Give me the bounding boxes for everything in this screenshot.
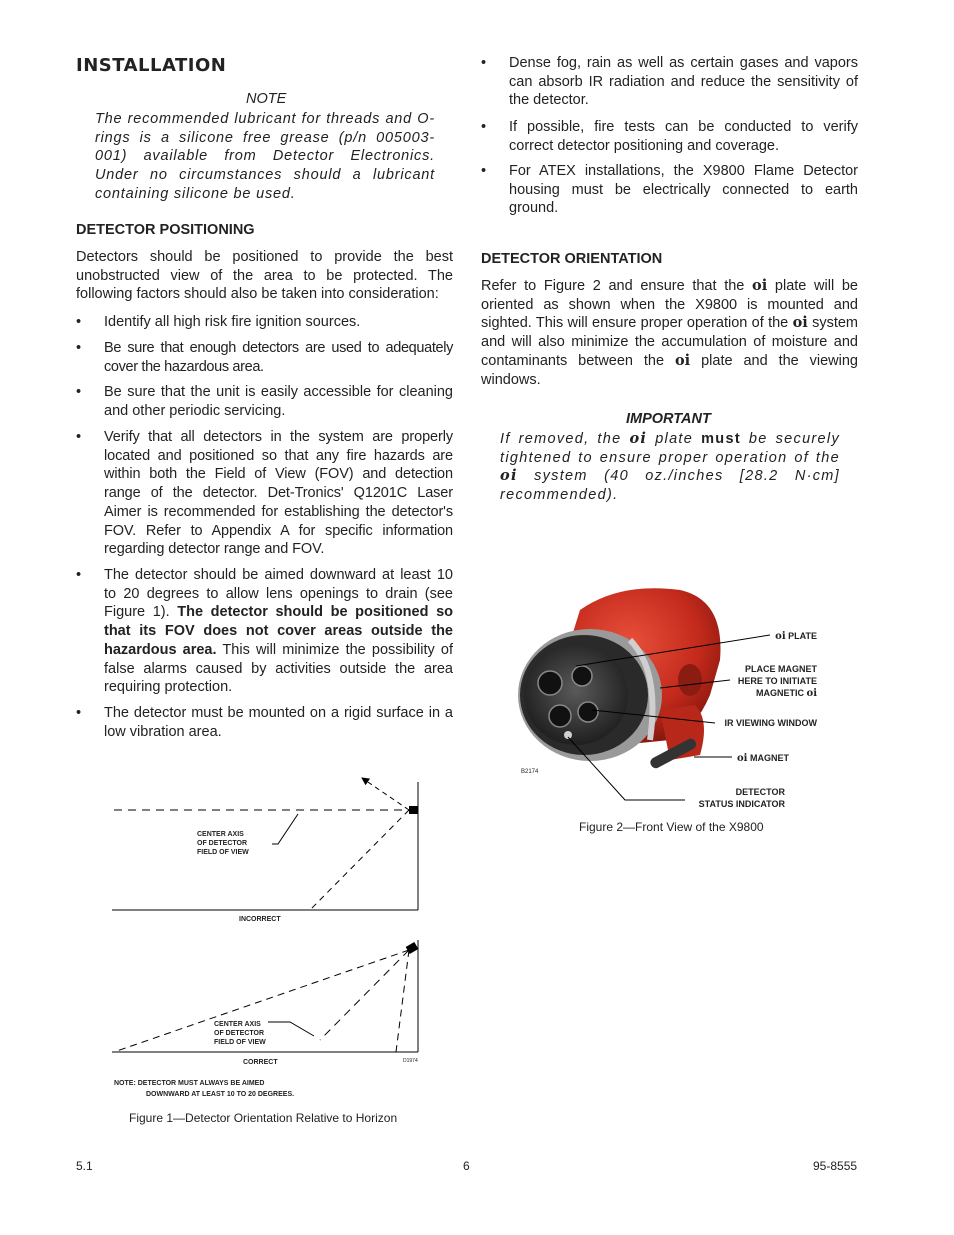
bullet-text: The detector must be mounted on a rigid surface in a low vibration area. xyxy=(104,705,453,740)
footer-section: 5.1 xyxy=(76,1159,93,1173)
list-item: • Verify that all detectors in the system are properly located and positioned so that any fire hazards are within both the Field of View (FOV) and detection range of the detector. Det-Tronics' Q1201C Laser Aimer is recommended for establishing the detector's FOV. Refer to Appendix A for specific information regarding detector range and FOV. xyxy=(76,429,453,558)
ir-viewing-window xyxy=(578,702,598,722)
fov-upper-edge xyxy=(362,778,409,810)
orientation-paragraph: Refer to Figure 2 and ensure that the oi plate will be oriented as shown when the X9800 is mounted and sighted. This will ensure proper operation of the oi system and will also minimize the accumulation of moisture and contaminants between the oi plate and the viewing windows. xyxy=(481,277,859,388)
important-body: If removed, the oi plate must be securely tightened to ensure proper operation of the oi system (40 oz./inches [28.2 N·cm] recommended). xyxy=(500,430,840,504)
viewing-window xyxy=(538,671,562,695)
oi-plate-label: oi PLATE xyxy=(775,631,817,642)
orientation-heading: DETECTOR ORIENTATION xyxy=(481,251,663,267)
list-item: • Be sure that enough detectors are used to adequately cover the hazardous area. xyxy=(76,340,453,375)
conduit-port xyxy=(678,664,702,696)
figure1-incorrect-label: INCORRECT xyxy=(239,916,281,923)
detector-icon xyxy=(406,942,419,954)
list-item: • Be sure that the unit is easily accessible for cleaning and other periodic servicing. xyxy=(76,384,453,419)
list-item: • The detector must be mounted on a rigid surface in a low vibration area. xyxy=(76,705,453,740)
axis-pointer xyxy=(272,814,298,844)
oi-logo: oi xyxy=(792,314,808,332)
figure1-axis-label: CENTER AXIS OF DETECTOR FIELD OF VIEW xyxy=(197,831,249,856)
figure1-caption: Figure 1—Detector Orientation Relative to Horizon xyxy=(129,1111,398,1125)
figure2-code: B2174 xyxy=(521,769,539,775)
oi-logo: oi xyxy=(674,351,691,369)
list-item: • Identify all high risk fire ignition sources. xyxy=(76,314,361,330)
viewing-window xyxy=(549,705,571,727)
bullet-bold-text: The detector should be positioned so that its FOV does not cover areas outside the hazardous area. xyxy=(104,604,453,658)
page-number: 6 xyxy=(463,1159,470,1173)
bullet-text: For ATEX installations, the X9800 Flame Detector housing must be electrically connected to earth ground. xyxy=(509,163,858,217)
figure1-code: D1974 xyxy=(403,1058,418,1064)
figure1-note: NOTE: DETECTOR MUST ALWAYS BE AIMED DOWNWARD AT LEAST 10 TO 20 DEGREES. xyxy=(114,1080,295,1098)
list-item: • For ATEX installations, the X9800 Flame Detector housing must be electrically connected to earth ground. xyxy=(481,163,858,217)
magnet-label: oi MAGNET xyxy=(737,753,789,764)
positioning-intro: Detectors should be positioned to provide the best unobstructed view of the area to be protected. The following factors should also be taken into consideration: xyxy=(76,249,453,303)
axis-pointer xyxy=(268,1022,314,1036)
bullet-text: If possible, fire tests can be conducted to verify correct detector positioning and coverage. xyxy=(509,119,858,154)
important-heading: IMPORTANT xyxy=(626,411,711,427)
figure1-axis-label: CENTER AXIS OF DETECTOR FIELD OF VIEW xyxy=(214,1021,266,1046)
fov-axis-line xyxy=(320,950,409,1040)
note-heading: NOTE xyxy=(246,91,287,107)
bullet-text: Be sure that enough detectors are used to adequately cover the hazardous area. xyxy=(104,340,453,375)
bullet-text: Dense fog, rain as well as certain gases and vapors can absorb IR radiation and reduce the sensitivity of the detector. xyxy=(509,55,858,109)
detector-icon xyxy=(409,806,418,814)
list-item: • If possible, fire tests can be conducted to verify correct detector positioning and coverage. xyxy=(481,119,858,154)
list-item: • Dense fog, rain as well as certain gases and vapors can absorb IR radiation and reduce the sensitivity of the detector. xyxy=(481,55,858,109)
status-indicator-label: DETECTOR STATUS INDICATOR xyxy=(698,787,785,809)
oi-logo: oi xyxy=(629,430,648,447)
fov-lower-edge xyxy=(396,950,409,1052)
bullet-text: The detector should be aimed downward at least 10 to 20 degrees to allow lens openings to drain (see Figure 1). xyxy=(104,567,453,621)
positioning-heading: DETECTOR POSITIONING xyxy=(76,222,255,238)
section-title: INSTALLATION xyxy=(76,55,227,76)
document-number: 95-8555 xyxy=(813,1159,858,1173)
bullet-text: Verify that all detectors in the system are properly located and positioned so that any fire hazards are within both the Field of View (FOV) and detection range of the detector. Det-Tronics' Q1201C Laser Aimer is recommended for establishing the detector's FOV. Refer to Appendix A for specific information regarding detector range and FOV. xyxy=(104,429,453,558)
figure2-caption: Figure 2—Front View of the X9800 xyxy=(579,820,764,834)
oi-logo: oi xyxy=(752,277,768,294)
viewing-window xyxy=(572,666,592,686)
fov-lower-edge xyxy=(310,810,409,910)
status-indicator xyxy=(564,731,572,739)
bullet-text: Be sure that the unit is easily accessible for cleaning and other periodic servicing. xyxy=(104,384,453,419)
list-item: • The detector should be aimed downward at least 10 to 20 degrees to allow lens openings to drain (see Figure 1). The detector should be positioned so that its FOV does not cover areas outside the hazardous area. This will minimize the possibility of false alarms caused by activities outside the area requiring protection. xyxy=(76,567,453,696)
note-body: The recommended lubricant for threads and O-rings is a silicone free grease (p/n 005003-001) available from Detector Electronics. Under no circumstances should a lubricant containing silicone be used. xyxy=(95,111,435,202)
bullet-text: Identify all high risk fire ignition sources. xyxy=(104,314,361,330)
figure1-correct-label: CORRECT xyxy=(243,1059,278,1066)
oi-logo: oi xyxy=(500,467,518,485)
bullet-text: This will minimize the possibility of false alarms caused by activities outside the area requiring protection. xyxy=(104,641,453,696)
ir-window-label: IR VIEWING WINDOW xyxy=(724,718,817,728)
place-magnet-label: PLACE MAGNET HERE TO INITIATE MAGNETIC oi xyxy=(737,664,817,699)
